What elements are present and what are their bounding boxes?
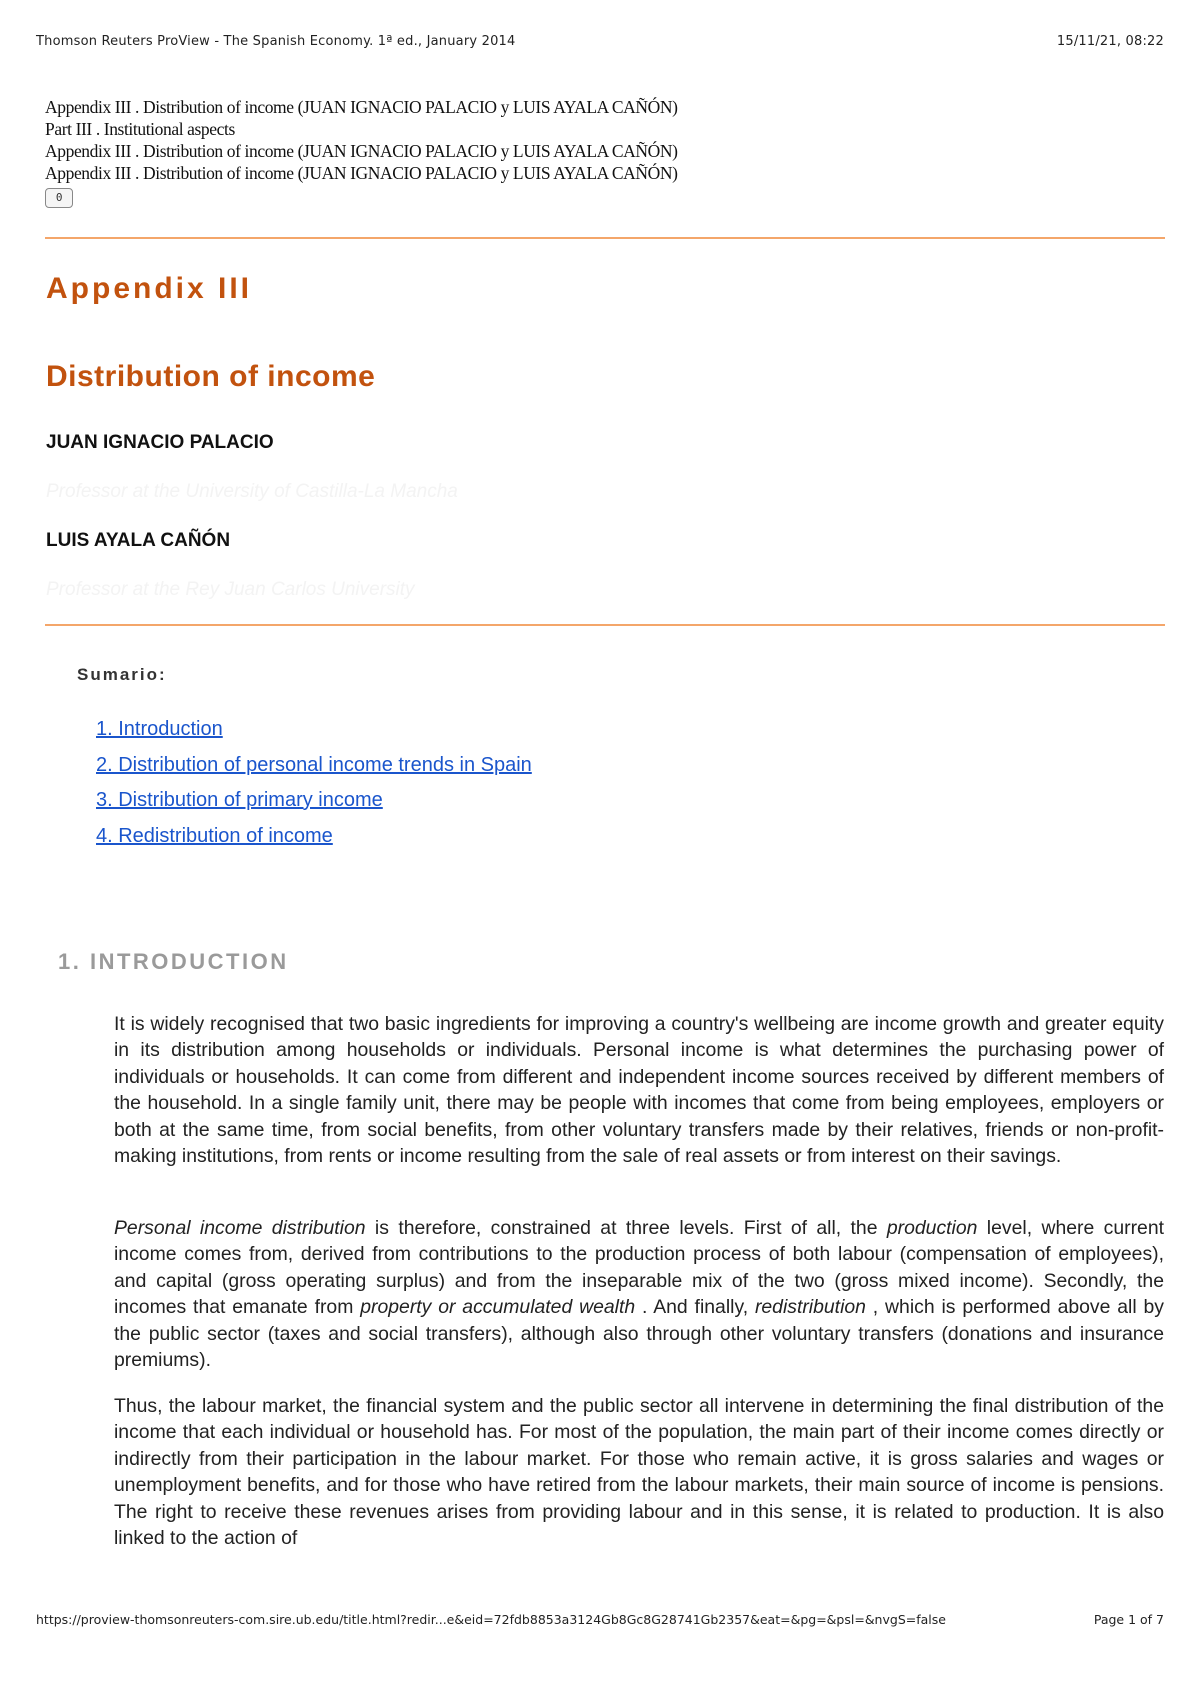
toc-link-personal-income-trends[interactable]: 2. Distribution of personal income trends in Spain — [96, 753, 532, 776]
author-name: JUAN IGNACIO PALACIO — [46, 432, 274, 453]
paragraph-text: level, where current income comes from, derived from contributions to the production process of both labour (compensation of employees), and capital (gross operating surplus) and from the inseparable mix of the two (gross mixed income). Secondly, the incomes that emanate from — [114, 1217, 1164, 1319]
emphasis-text: production — [886, 1217, 978, 1239]
table-of-contents — [96, 718, 532, 860]
breadcrumb-item: Appendix III . Distribution of income (JUAN IGNACIO PALACIO y LUIS AYALA CAÑÓN) — [45, 97, 678, 117]
paragraph-text: , which is performed above all by the public sector (taxes and social transfers), although also through other voluntary transfers (donations and insurance premiums). — [114, 1296, 1164, 1372]
breadcrumb — [45, 96, 678, 208]
print-header — [36, 34, 1164, 54]
toc-item — [96, 754, 532, 790]
sumario-label: Sumario: — [77, 665, 167, 684]
divider-top — [45, 237, 1165, 239]
paragraph-text: . And finally, — [635, 1296, 755, 1319]
emphasis-text: property or accumulated wealth — [360, 1296, 636, 1319]
page-number: Page 1 of 7 — [1093, 1612, 1164, 1627]
print-footer-url: https://proview-thomsonreuters-com.sire.ub.edu/title.html?redir...e&eid=72fdb8853a3124Gb8Gc8G28741Gb2357&eat=&pg=&psl=&nvgS=false — [36, 1612, 946, 1627]
paragraph-3: Thus, the labour market, the financial system and the public sector all intervene in determining the final distribution of the income that each individual or household has. For most of the population, the main part of their income comes directly or indirectly from their participation in the labour market. For those who remain active, it is gross salaries and wages or unemployment benefits, and for those who have retired from the labour markets, their main source of income is pensions. The right to receive these revenues arises from providing labour and in this sense, it is related to production. It is also linked to the action of — [114, 1395, 1164, 1550]
toc-link-primary-income[interactable]: 3. Distribution of primary income — [96, 789, 383, 811]
print-footer — [36, 1612, 1164, 1632]
toc-item — [96, 718, 532, 754]
print-header-title: Thomson Reuters ProView - The Spanish Economy. 1ª ed., January 2014 — [36, 34, 516, 49]
breadcrumb-item: Part III . Institutional aspects — [45, 119, 235, 139]
section-heading: 1. INTRODUCTION — [58, 949, 289, 974]
toc-link-redistribution[interactable]: 4. Redistribution of income — [96, 824, 333, 847]
author-affiliation: Professor at the University of Castilla-La Mancha — [46, 481, 458, 502]
appendix-title: Appendix III — [46, 272, 253, 305]
toc-item — [96, 789, 532, 825]
author-name: LUIS AYALA CAÑÓN — [46, 530, 231, 551]
toc-link-introduction[interactable]: 1. Introduction — [96, 718, 223, 740]
divider-bottom — [45, 624, 1165, 626]
breadcrumb-item: Appendix III . Distribution of income (JUAN IGNACIO PALACIO y LUIS AYALA CAÑÓN) — [45, 163, 678, 183]
breadcrumb-item: Appendix III . Distribution of income (JUAN IGNACIO PALACIO y LUIS AYALA CAÑÓN) — [45, 141, 678, 161]
paragraph-1: It is widely recognised that two basic ingredients for improving a country's wellbeing are income growth and greater equity in its distribution among households or individuals. Personal income is what determines the purchasing power of individuals or households. It can come from different and independent income sources received by different members of the household. In a single family unit, there may be people with incomes that come from being employees, employers or both at the same time, from social benefits, from other voluntary transfers made by their relatives, friends or non-profit-making institutions, from rents or income resulting from the sale of real assets or from interest on their savings. — [114, 1013, 1164, 1168]
author-affiliation: Professor at the Rey Juan Carlos University — [46, 579, 415, 600]
print-header-date: 15/11/21, 08:22 — [1056, 34, 1164, 49]
paragraph-2 — [114, 1215, 1164, 1373]
emphasis-text: Personal income distribution — [114, 1217, 366, 1239]
emphasis-text: redistribution — [754, 1296, 866, 1319]
toc-item — [96, 825, 532, 861]
chapter-title: Distribution of income — [46, 360, 376, 393]
paragraph-text: is therefore, constrained at three levels. First of all, the — [365, 1217, 887, 1239]
zero-button[interactable]: 0 — [45, 188, 73, 208]
